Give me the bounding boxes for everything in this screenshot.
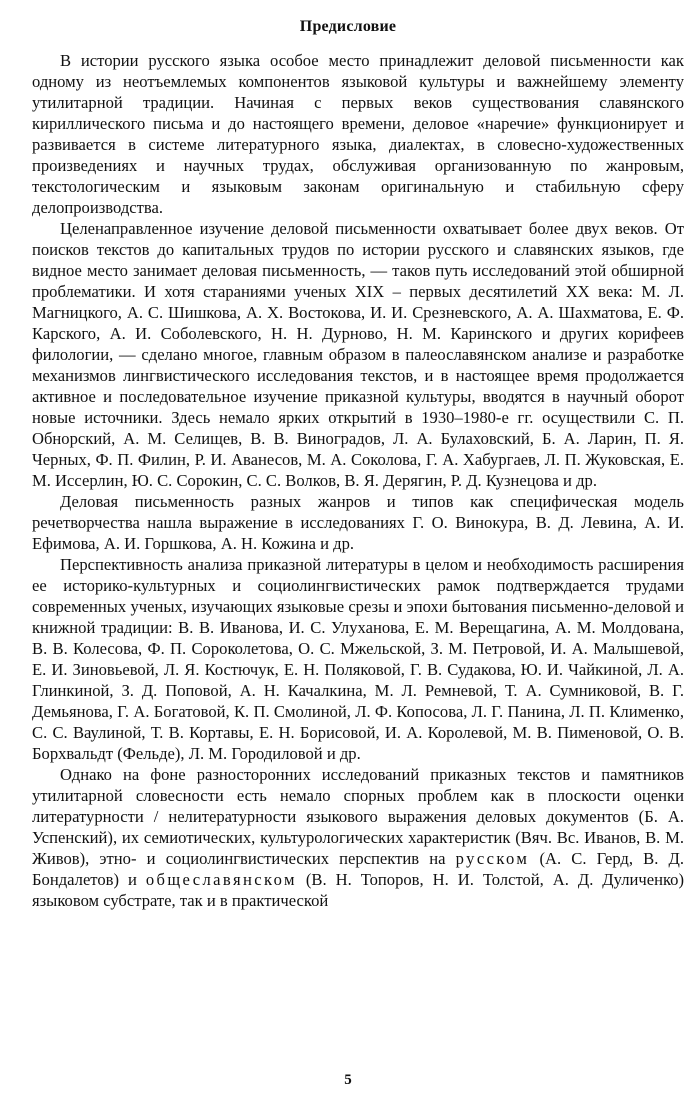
body-text	[32, 50, 684, 911]
spaced-emphasis: русском	[455, 849, 530, 868]
page-title: Предисловие	[299, 18, 397, 35]
paragraph: Деловая письменность разных жанров и типов как специфическая модель речетворчества нашла выражение в исследованиях Г. О. Винокура, В. Д. Левина, А. И. Ефимова, А. И. Горшкова, А. Н. Кожина и др.	[32, 492, 684, 553]
paragraph-text: (В. Н. Топоров, Н. И. Толстой, А. Д. Дуличенко) языковом субстрате, так и в практической	[32, 870, 684, 910]
paragraph: Перспективность анализа приказной литературы в целом и необходимость расширения ее историко-культурных и социолингвистических рамок подтверждается трудами современных ученых, изучающих языковые срезы и эпохи бытования письменно-деловой и книжной традиции: В. В. Иванова, И. С. Улуханова, Е. М. Верещагина, А. М. Молдована, В. В. Колесова, Ф. П. Сороколетова, О. С. Мжельской, З. М. Петровой, И. А. Малышевой, Е. И. Зиновьевой, Л. Я. Костючук, Е. Н. Поляковой, Г. В. Судакова, Ю. И. Чайкиной, Л. А. Глинкиной, З. Д. Поповой, А. Н. Качалкина, М. Л. Ремневой, Т. А. Сумниковой, В. Г. Демьянова, Г. А. Богатовой, К. П. Смолиной, Л. Ф. Копосова, Л. Г. Панина, Л. П. Клименко, С. С. Ваулиной, Т. В. Кортавы, Е. Н. Борисовой, И. А. Королевой, М. В. Пименовой, О. В. Борхвальдт (Фельде), Л. М. Городиловой и др.	[32, 555, 684, 763]
paragraph-text: (А. С. Герд, В. Д. Бондалетов) и	[32, 849, 684, 889]
spaced-emphasis: общеславянском	[145, 870, 297, 889]
paragraph: В истории русского языка особое место принадлежит деловой письменности как одному из неотъемлемых компонентов языковой культуры и важнейшему элементу утилитарной традиции. Начиная с первых веков существования славянского кириллического письма и до настоящего времени, деловое «наречие» функционирует и развивается в системе литературного языка, диалектах, в словесно-художественных произведениях и научных трудах, обслуживая организованную по жанровым, текстологическим и языковым законам оригинальную и стабильную сферу делопроизводства.	[32, 51, 684, 217]
paragraph-text: Однако на фоне разносторонних исследований приказных текстов и памятников утилитарной словесности есть немало спорных проблем как в плоскости оценки литературности / нелитературности языкового выражения деловых документов (Б. А. Успенский), их семиотических, культурологических характеристик (Вяч. Вс. Иванов, В. М. Живов), этно- и социолингвистических перспектив на	[32, 765, 684, 868]
page-number: 5	[344, 1072, 352, 1088]
paragraph: Целенаправленное изучение деловой письменности охватывает более двух веков. От поисков текстов до капитальных трудов по истории русского и славянских языков, где видное место занимает деловая письменность, — таков путь исследований этой обширной проблематики. И хотя стараниями ученых XIX – первых десятилетий XX века: М. Л. Магницкого, А. С. Шишкова, А. Х. Востокова, И. И. Срезневского, А. А. Шахматова, Е. Ф. Карского, А. И. Соболевского, Н. Н. Дурново, Н. М. Каринского и других корифеев филологии, — сделано многое, главным образом в палеославянском анализе и разработке механизмов лингвистического исследования текстов, и в настоящее время продолжается активное и последовательное изучение приказной культуры, вводятся в научный оборот новые источники. Здесь немало ярких открытий в 1930–1980-е гг. осуществили С. П. Обнорский, А. М. Селищев, В. В. Виноградов, Л. А. Булаховский, Б. А. Ларин, П. Я. Черных, Ф. П. Филин, Р. И. Аванесов, М. А. Соколова, Г. А. Хабургаев, Л. П. Жуковская, Е. М. Иссерлин, Ю. С. Сорокин, С. С. Волков, В. Я. Дерягин, Р. Д. Кузнецова и др.	[32, 219, 684, 490]
paragraph	[32, 764, 684, 911]
